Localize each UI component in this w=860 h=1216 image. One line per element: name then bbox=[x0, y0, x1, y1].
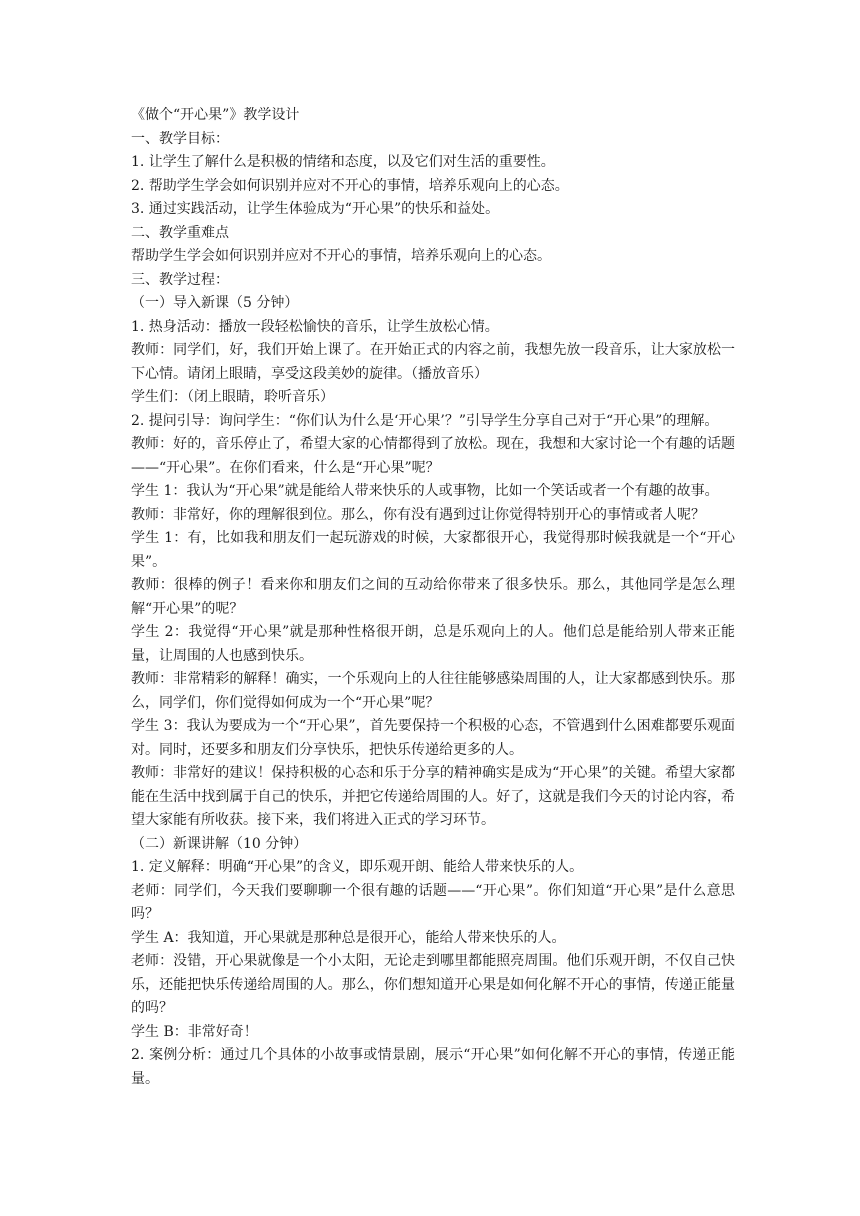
paragraph: 学生 2：我觉得“开心果”就是那种性格很开朗，总是乐观向上的人。他们总是能给别人带来正能量，让周围的人也感到快乐。 bbox=[131, 624, 735, 664]
paragraph: 学生 A：我知道，开心果就是那种总是很开心，能给人带来快乐的人。 bbox=[131, 929, 566, 946]
paragraph: 学生 1：我认为“开心果”就是能给人带来快乐的人或事物，比如一个笑话或者一个有趣的故事。 bbox=[131, 483, 719, 499]
objective-item-3: 3. 通过实践活动，让学生体验成为“开心果”的快乐和益处。 bbox=[131, 201, 500, 217]
section-heading-key-points: 二、教学重难点 bbox=[131, 224, 229, 241]
objective-item-2: 2. 帮助学生学会如何识别并应对不开心的事情，培养乐观向上的心态。 bbox=[131, 177, 569, 194]
paragraph: 老师：没错，开心果就像是一个小太阳，无论走到哪里都能照亮周围。他们乐观开朗，不仅自己快乐，还能把快乐传递给周围的人。那么，你们想知道开心果是如何化解不开心的事情，传递正能量的吗？ bbox=[131, 953, 735, 1016]
paragraph: 2. 案例分析：通过几个具体的小故事或情景剧，展示“开心果”如何化解不开心的事情，传递正能量。 bbox=[131, 1047, 735, 1087]
paragraph: 2. 提问引导：询问学生：“你们认为什么是‘开心果’？”引导学生分享自己对于“开心果”的理解。 bbox=[131, 412, 719, 429]
subsection-heading-intro: （一）导入新课（5 分钟） bbox=[131, 295, 299, 311]
subsection-heading-new-lesson: （二）新课讲解（10 分钟） bbox=[131, 835, 308, 852]
paragraph: 教师：非常好，你的理解很到位。那么，你有没有遇到过让你觉得特别开心的事情或者人呢？ bbox=[131, 506, 705, 523]
document-title: 《做个“开心果”》教学设计 bbox=[131, 107, 300, 123]
paragraph: 学生 3：我认为要成为一个“开心果”，首先要保持一个积极的心态，不管遇到什么困难都要乐观面对。同时，还要多和朋友们分享快乐，把快乐传递给更多的人。 bbox=[131, 718, 735, 758]
paragraph: 教师：同学们，好，我们开始上课了。在开始正式的内容之前，我想先放一段音乐，让大家放松一下心情。请闭上眼睛，享受这段美妙的旋律。（播放音乐） bbox=[131, 342, 735, 382]
key-points-text: 帮助学生学会如何识别并应对不开心的事情，培养乐观向上的心态。 bbox=[131, 248, 551, 264]
section-heading-objectives: 一、教学目标： bbox=[131, 130, 229, 147]
objective-item-1: 1. 让学生了解什么是积极的情绪和态度，以及它们对生活的重要性。 bbox=[131, 154, 555, 170]
paragraph: 老师：同学们，今天我们要聊聊一个很有趣的话题——“开心果”。你们知道“开心果”是什么意思吗？ bbox=[131, 882, 735, 922]
paragraph: 学生 1：有，比如我和朋友们一起玩游戏的时候，大家都很开心，我觉得那时候我就是一个“开心果”。 bbox=[131, 530, 735, 570]
paragraph: 1. 定义解释：明确“开心果”的含义，即乐观开朗、能给人带来快乐的人。 bbox=[131, 859, 584, 875]
paragraph: 教师：非常精彩的解释！确实，一个乐观向上的人往往能够感染周围的人，让大家都感到快乐。那么，同学们，你们觉得如何成为一个“开心果”呢？ bbox=[131, 671, 735, 711]
document-body bbox=[131, 104, 735, 1091]
paragraph: 1. 热身活动：播放一段轻松愉快的音乐，让学生放松心情。 bbox=[131, 318, 499, 335]
paragraph: 学生 B：非常好奇！ bbox=[131, 1023, 258, 1040]
paragraph: 教师：很棒的例子！看来你和朋友们之间的互动给你带来了很多快乐。那么，其他同学是怎么理解“开心果”的呢？ bbox=[131, 577, 735, 617]
paragraph: 教师：好的，音乐停止了，希望大家的心情都得到了放松。现在，我想和大家讨论一个有趣的话题——“开心果”。在你们看来，什么是“开心果”呢？ bbox=[131, 436, 735, 476]
paragraph: 教师：非常好的建议！保持积极的心态和乐于分享的精神确实是成为“开心果”的关键。希望大家都能在生活中找到属于自己的快乐，并把它传递给周围的人。好了，这就是我们今天的讨论内容，希望大家能有所收获。接下来，我们将进入正式的学习环节。 bbox=[131, 765, 735, 828]
paragraph: 学生们：（闭上眼睛，聆听音乐） bbox=[131, 389, 334, 405]
section-heading-process: 三、教学过程： bbox=[131, 271, 229, 288]
